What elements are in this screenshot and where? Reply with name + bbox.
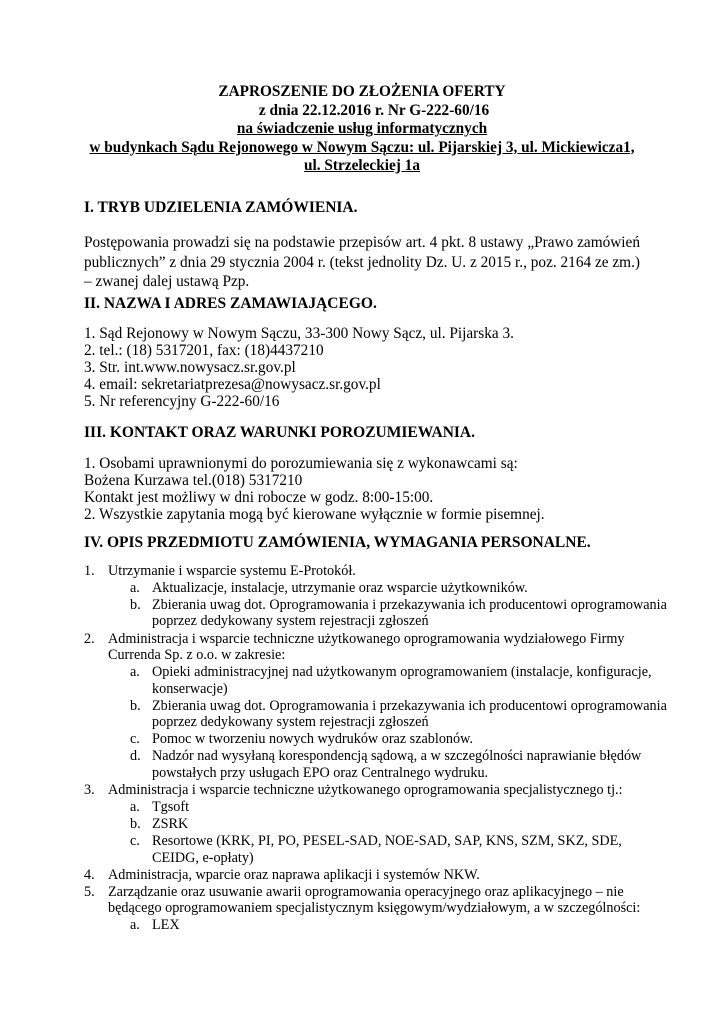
- list-item-text: Aktualizacje, instalacje, utrzymanie oraz wsparcie użytkowników.: [152, 580, 528, 596]
- list-item-number: 1.: [84, 563, 95, 579]
- address-item: 3. Str. int.www.nowysacz.sr.gov.pl: [84, 359, 296, 376]
- list-item-text: poprzez dedykowany system rejestracji zgłoszeń: [152, 714, 429, 730]
- list-item-text: Zbierania uwag dot. Oprogramowania i przekazywania ich producentowi oprogramowania: [152, 597, 667, 613]
- list-item-text: CEIDG, e-opłaty): [152, 850, 254, 866]
- list-item-number: a.: [130, 917, 140, 933]
- list-item-text: Administracja i wsparcie techniczne użytkowanego oprogramowania specjalistycznego tj.:: [108, 782, 623, 798]
- list-item-number: 3.: [84, 782, 95, 798]
- list-item-number: b.: [130, 597, 141, 613]
- list-item-number: a.: [130, 664, 140, 680]
- list-item-number: c.: [130, 731, 140, 747]
- section-1-heading: I. TRYB UDZIELENIA ZAMÓWIENIA.: [84, 199, 358, 216]
- list-item-text: Opieki administracyjnej nad użytkowanym oprogramowaniem (instalacje, konfiguracje,: [152, 664, 652, 680]
- contact-line: 1. Osobami uprawnionymi do porozumiewania się z wykonawcami są:: [84, 455, 518, 472]
- list-item-text: Zbierania uwag dot. Oprogramowania i przekazywania ich producentowi oprogramowania: [152, 698, 667, 714]
- title-line-1: ZAPROSZENIE DO ZŁOŻENIA OFERTY: [218, 83, 506, 100]
- title-line-2: z dnia 22.12.2016 r. Nr G-222-60/16: [258, 101, 490, 119]
- contact-line: Bożena Kurzawa tel.(018) 5317210: [84, 472, 303, 489]
- address-item: 1. Sąd Rejonowy w Nowym Sączu, 33-300 Nowy Sącz, ul. Pijarska 3.: [84, 325, 514, 342]
- title-line-3: na świadczenie usług informatycznych: [236, 120, 488, 137]
- list-item-number: b.: [130, 698, 141, 714]
- list-item-text: Currenda Sp. z o.o. w zakresie:: [108, 647, 286, 663]
- title-line-5: ul. Strzeleckiej 1a: [304, 157, 420, 174]
- list-item-number: 5.: [84, 884, 95, 900]
- list-item-text: Administracja, wparcie oraz naprawa aplikacji i systemów NKW.: [108, 867, 480, 883]
- list-item-text: Utrzymanie i wsparcie systemu E-Protokół.: [108, 563, 356, 579]
- list-item-number: c.: [130, 833, 140, 849]
- contact-line: 2. Wszystkie zapytania mogą być kierowane wyłącznie w formie pisemnej.: [84, 506, 545, 523]
- document-title-block: [80, 83, 644, 176]
- list-item-text: LEX: [152, 917, 180, 933]
- list-item-number: 4.: [84, 867, 95, 883]
- list-item-text: Zarządzanie oraz usuwanie awarii oprogramowania operacyjnego oraz aplikacyjnego – nie: [108, 884, 624, 900]
- list-item-text: Resortowe (KRK, PI, PO, PESEL-SAD, NOE-SAD, SAP, KNS, SZM, SKZ, SDE,: [152, 833, 622, 849]
- address-item: 2. tel.: (18) 5317201, fax: (18)4437210: [84, 342, 324, 359]
- list-item-number: a.: [130, 799, 140, 815]
- list-item-number: 2.: [84, 631, 95, 647]
- list-item-number: d.: [130, 748, 141, 764]
- list-item-number: a.: [130, 580, 140, 596]
- section-1-text: Postępowania prowadzi się na podstawie przepisów art. 4 pkt. 8 ustawy „Prawo zamówień publicznych” z dnia 29 stycznia 2004 r. (tekst jednolity Dz. U. z 2015 r., poz. 2164 ze zm.) – zwanej dalej ustawą Pzp.: [84, 234, 640, 290]
- list-item-text: Tgsoft: [152, 799, 190, 815]
- list-item-text: Nadzór nad wysyłaną korespondencją sądową, a w szczególności naprawianie błędów: [152, 748, 642, 764]
- list-item-text: ZSRK: [152, 816, 189, 832]
- list-item-text: konserwacje): [152, 681, 228, 697]
- list-item-text: poprzez dedykowany system rejestracji zgłoszeń: [152, 613, 429, 629]
- address-item: 4. email: sekretariatprezesa@nowysacz.sr.gov.pl: [84, 376, 381, 393]
- list-item-number: b.: [130, 816, 141, 832]
- section-2-heading: II. NAZWA I ADRES ZAMAWIAJĄCEGO.: [84, 295, 377, 312]
- list-item-text: będącego oprogramowaniem specjalistycznym księgowym/wydziałowym, a w szczególności:: [108, 900, 641, 916]
- title-line-4: w budynkach Sądu Rejonowego w Nowym Sączu: ul. Pijarskiej 3, ul. Mickiewicza1,: [89, 138, 635, 156]
- list-item-text: Administracja i wsparcie techniczne użytkowanego oprogramowania wydziałowego Firmy: [108, 631, 625, 647]
- list-item-text: Pomoc w tworzeniu nowych wydruków oraz szablonów.: [152, 731, 473, 747]
- list-item-text: powstałych przy usługach EPO oraz Centralnego wydruku.: [152, 765, 489, 781]
- section-3-heading: III. KONTAKT ORAZ WARUNKI POROZUMIEWANIA.: [84, 424, 475, 441]
- address-item: 5. Nr referencyjny G-222-60/16: [84, 393, 280, 410]
- contact-line: Kontakt jest możliwy w dni robocze w godz. 8:00-15:00.: [84, 489, 434, 506]
- section-4-heading: IV. OPIS PRZEDMIOTU ZAMÓWIENIA, WYMAGANIA PERSONALNE.: [84, 534, 591, 551]
